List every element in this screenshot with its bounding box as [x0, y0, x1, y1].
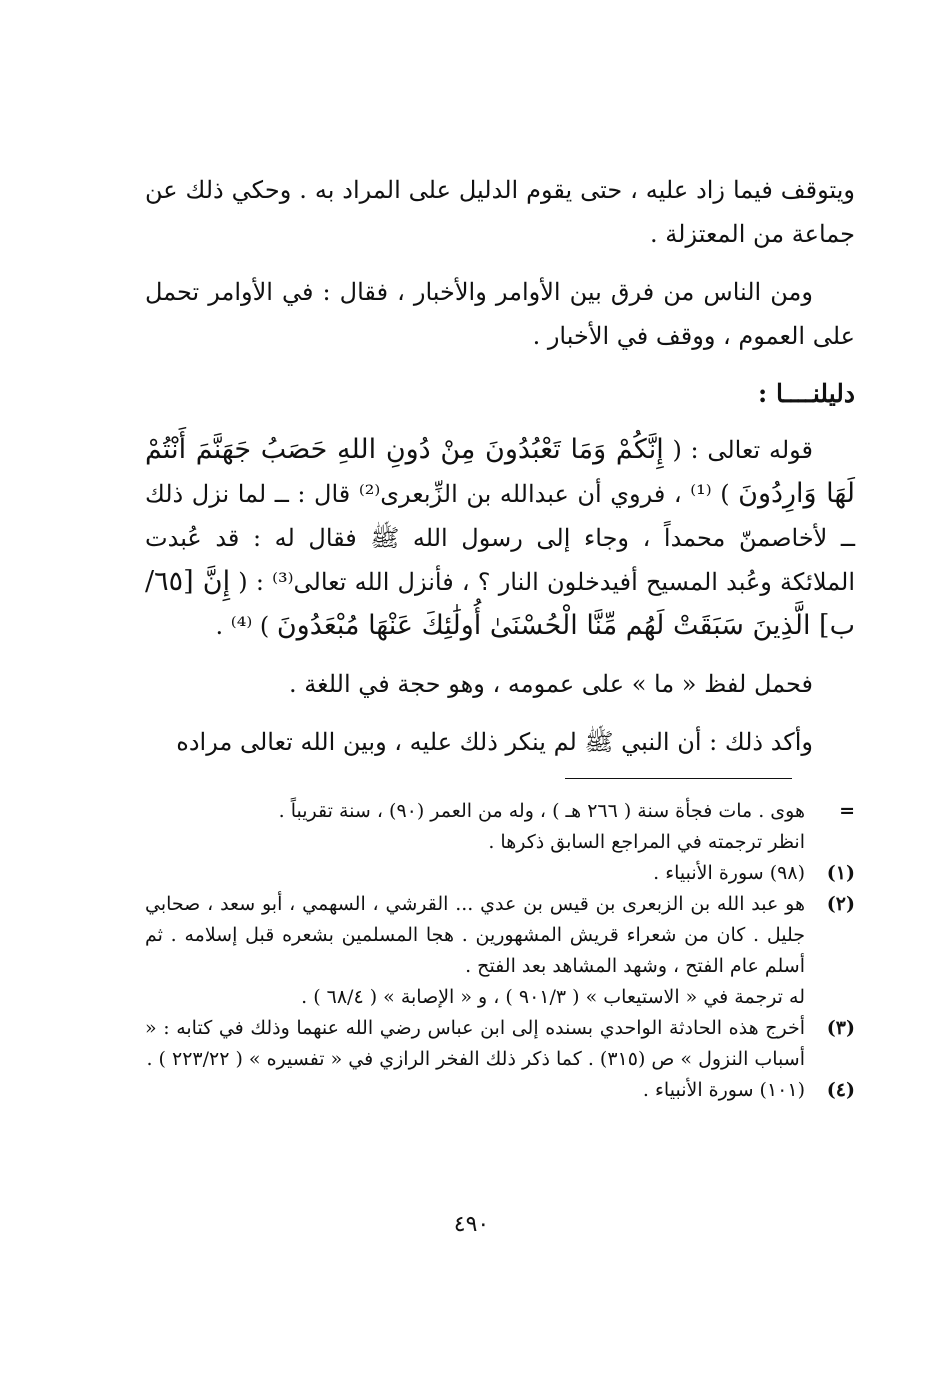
- footnote-marker: (١): [826, 862, 855, 884]
- footnote-continuation: [145, 796, 855, 858]
- paragraph-3: [145, 428, 855, 648]
- footnote-marker: (٤): [826, 1079, 855, 1101]
- quran-verse-1: إِنَّكُمْ وَمَا تَعْبُدُونَ مِنْ دُونِ اللهِ حَصَبُ جَهَنَّمَ أَنْتُمْ لَهَا وَارِدُونَ: [145, 434, 856, 509]
- footnote-line: هو عبد الله بن الزبعرى بن قيس بن عدي ... القرشي ، السهمي ، أبو سعد ، صحابي جليل . كان من شعراء قريش المشهورين . هجا المسلمين بشعره قبل إسلامه . ثم أسلم عام الفتح ، وشهد المشاهد بعد الفتح .: [145, 893, 805, 977]
- footnote-body: [145, 796, 805, 858]
- quran-verse-2: إِنَّ [٦٥/ب] الَّذِينَ سَبَقَتْ لَهُم مِّنَّا الْحُسْنَىٰ أُولَٰئِكَ عَنْهَا مُبْعَدُونَ: [145, 566, 855, 641]
- footnote-line: (١٠١) سورة الأنبياء .: [642, 1079, 805, 1101]
- paragraph-4: فحمل لفظ « ما » على عمومه ، وهو حجة في اللغة .: [289, 670, 813, 698]
- footnote-line: له ترجمة في « الاستيعاب » ( ٩٠١/٣ ) ، و « الإصابة » ( ٦٨/٤ ) .: [301, 986, 805, 1008]
- footnote-1: [145, 858, 855, 889]
- main-text: [145, 168, 855, 778]
- paragraph-1: ويتوقف فيما زاد عليه ، حتى يقوم الدليل على المراد به . وحكي ذلك عن جماعة من المعتزلة .: [145, 176, 855, 248]
- paragraph-3-narration: ) ⁽¹⁾ ، فروي أن عبدالله بن الزِّبعرى⁽²⁾ قال : ــ لما نزل ذلك ــ لأخاصمنّ محمداً ، وجاء إلى رسول الله ﷺ فقال له : قد عُبدت الملائكة وعُبد المسيح أفيدخلون النار ؟ ، فأنزل الله تعالى⁽³⁾ : (: [145, 480, 856, 596]
- footnote-body: [145, 1013, 805, 1075]
- page-number: ٤٩٠: [453, 1212, 490, 1237]
- paragraph-3-intro: قوله تعالى : (: [663, 436, 813, 464]
- paragraph-2: ومن الناس من فرق بين الأوامر والأخبار ، فقال : في الأوامر تحمل على العموم ، ووقف في الأخبار .: [145, 278, 855, 350]
- footnote-separator: [565, 778, 792, 779]
- paragraph-3-end: ) ⁽⁴⁾ .: [215, 612, 277, 640]
- footnote-4: [145, 1075, 855, 1106]
- footnote-2: [145, 889, 855, 1013]
- footnote-marker: (٢): [826, 893, 855, 915]
- footnote-3: [145, 1013, 855, 1075]
- footnotes: [145, 796, 855, 1106]
- footnote-body: [145, 1075, 805, 1106]
- footnote-line: هوى . مات فجأة سنة ( ٢٦٦ هـ ) ، وله من العمر (٩٠) ، سنة تقريباً .: [278, 800, 805, 822]
- footnote-body: [145, 889, 805, 1013]
- footnote-body: [145, 858, 805, 889]
- paragraph-5: وأكد ذلك : أن النبي ﷺ لم ينكر ذلك عليه ، وبين الله تعالى مراده: [176, 728, 813, 756]
- footnote-line: (٩٨) سورة الأنبياء .: [653, 862, 805, 884]
- footnote-line: انظر ترجمته في المراجع السابق ذكرها .: [488, 831, 805, 853]
- footnote-marker: (٣): [826, 1017, 855, 1039]
- footnote-line: أخرج هذه الحادثة الواحدي بسنده إلى ابن عباس رضي الله عنهما وذلك في كتابه : « أسباب النزول » ص (٣١٥) . كما ذكر ذلك الفخر الرازي في « تفسيره » ( ٢٢٣/٢٢ ) .: [145, 1017, 805, 1070]
- section-heading: دليلنــــا :: [758, 379, 855, 408]
- footnote-marker: =: [839, 800, 855, 822]
